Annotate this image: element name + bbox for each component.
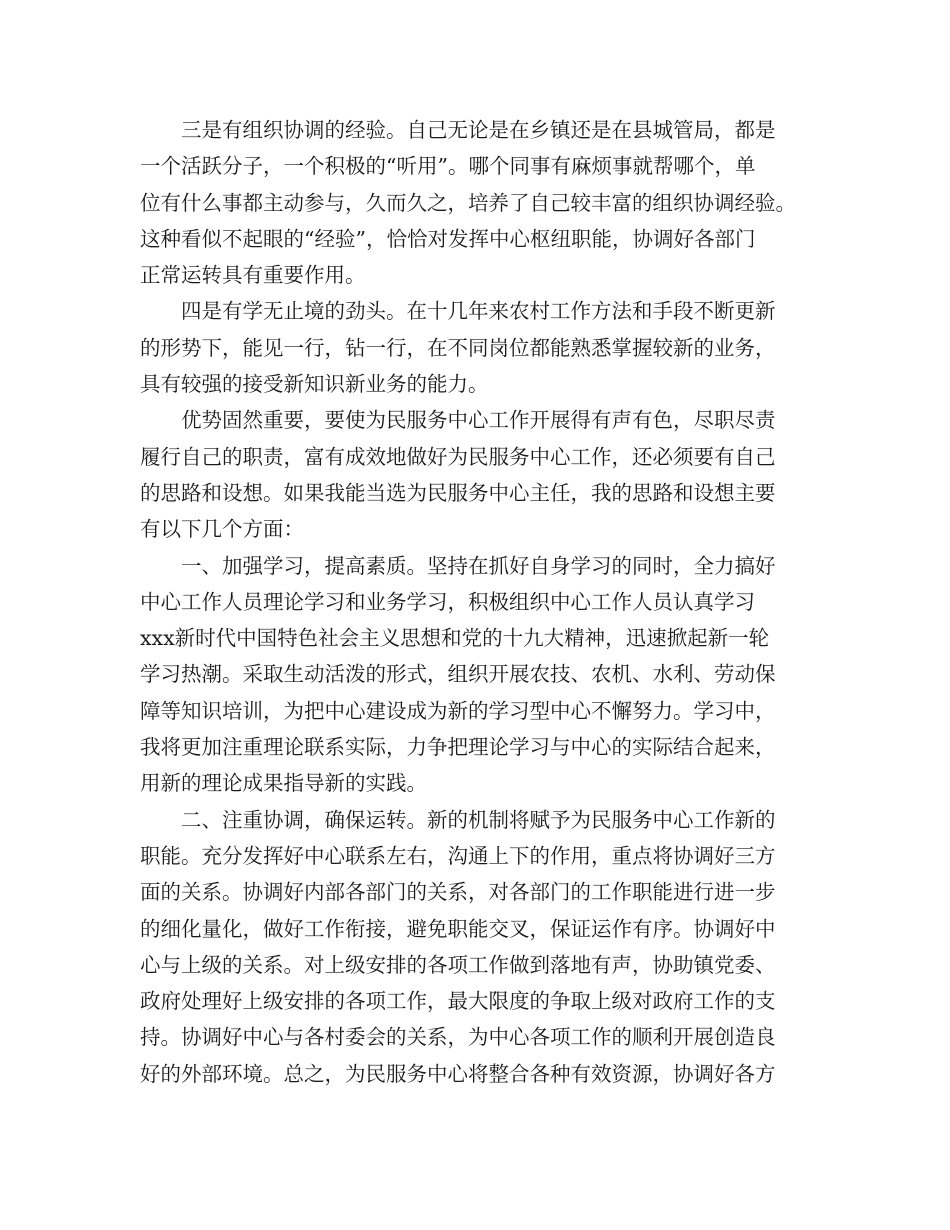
document-page <box>140 112 814 1092</box>
paragraph-learning-drive: 四是有学无止境的劲头。在十几年来农村工作方法和手段不断更新 的形势下，能见一行，钻一行，在不同岗位都能熟悉掌握较新的业务， 具有较强的接受新知识新业务的能力。 <box>140 299 776 397</box>
paragraph-strengthen-learning: 一、加强学习，提高素质。坚持在抓好自身学习的同时，全力搞好 中心工作人员理论学习和业务学习，积极组织中心工作人员认真学习 xxx新时代中国特色社会主义思想和党的十九大精神，迅速掀起新一轮 学习热潮。采取生动活泼的形式，组织开展农技、农机、水利、劳动保 障等知识培训，为把中心建设成为新的学习型中心不懈努力。学习中， 我将更加注重理论联系实际，力争把理论学习与中心的实际结合起来， 用新的理论成果指导新的实践。 <box>140 553 776 796</box>
paragraph-advantages-and-plans: 优势固然重要，要使为民服务中心工作开展得有声有色，尽职尽责 履行自己的职责，富有成效地做好为民服务中心工作，还必须要有自己 的思路和设想。如果我能当选为民服务中心主任，我的思路和设想主要 有以下几个方面： <box>140 408 776 542</box>
paragraph-organization-experience: 三是有组织协调的经验。自己无论是在乡镇还是在县城管局，都是 一个活跃分子，一个积极的“听用”。哪个同事有麻烦事就帮哪个，单 位有什么事都主动参与，久而久之，培养了自己较丰富的组织协调经验。 这种看似不起眼的“经验”，恰恰对发挥中心枢纽职能，协调好各部门 正常运转具有重要作用。 <box>140 118 796 288</box>
paragraph-coordination: 二、注重协调，确保运转。新的机制将赋予为民服务中心工作新的 职能。充分发挥好中心联系左右，沟通上下的作用，重点将协调好三方 面的关系。协调好内部各部门的关系，对各部门的工作职能进行进一步 的细化量化，做好工作衔接，避免职能交叉，保证运作有序。协调好中 心与上级的关系。对上级安排的各项工作做到落地有声，协助镇党委、 政府处理好上级安排的各项工作，最大限度的争取上级对政府工作的支 持。协调好中心与各村委会的关系，为中心各项工作的顺利开展创造良 好的外部环境。总之，为民服务中心将整合各种有效资源，协调好各方 <box>140 807 776 1086</box>
